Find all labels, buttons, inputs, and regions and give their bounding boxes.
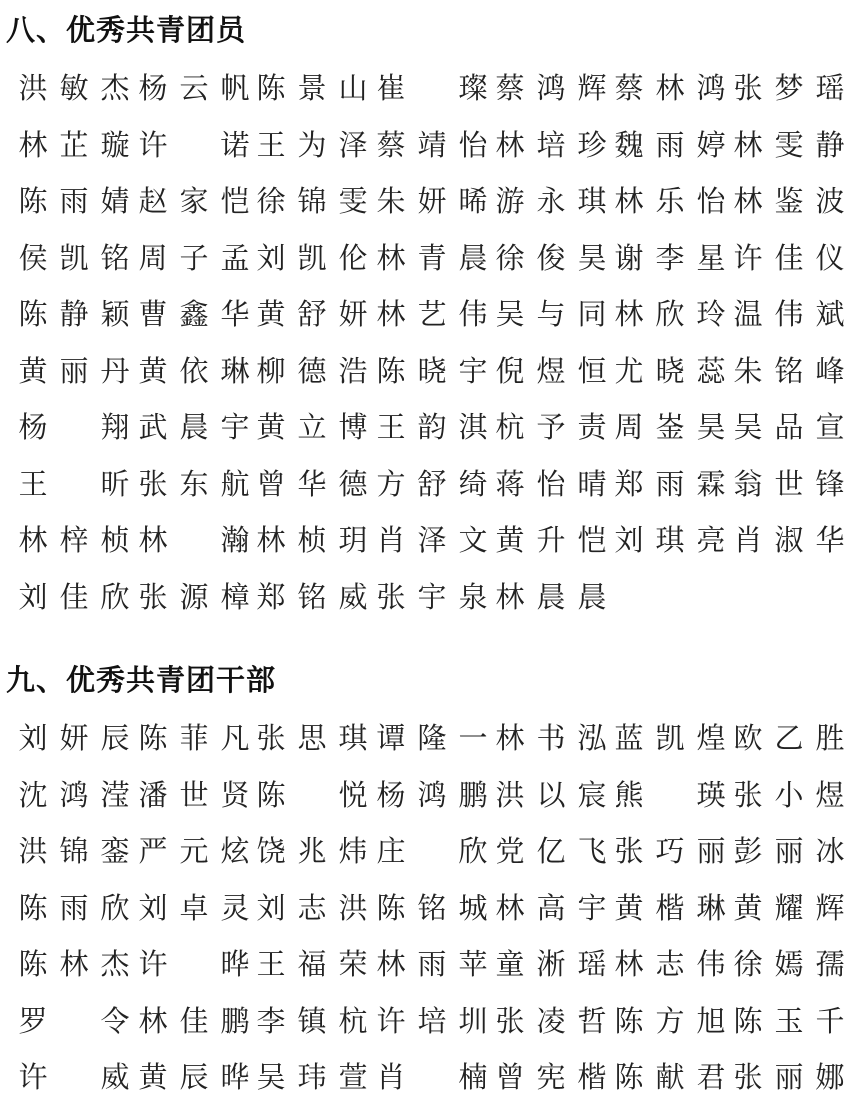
name-cell: 曾 华 德 — [256, 466, 368, 501]
name-cell: 陈 晓 宇 — [376, 353, 488, 388]
name-cell: 徐 嫣 孺 — [733, 947, 845, 981]
name-cell: 林 志 伟 — [614, 947, 726, 981]
name-cell: 侯 凯 铭 — [18, 240, 130, 275]
name-cell: 张 凌 哲 — [495, 1003, 607, 1038]
name-cell: 党 亿 飞 — [495, 834, 607, 868]
name-cell: 陈 铭 城 — [376, 890, 488, 925]
name-cell: 许 威 — [18, 1060, 130, 1094]
name-cell: 王 福 荣 — [256, 947, 368, 981]
name-cell: 林 芷 璇 — [18, 127, 130, 162]
name-row — [0, 880, 845, 937]
name-cell: 黄 依 琳 — [138, 353, 250, 388]
section-title: 八、优秀共青团员 — [6, 13, 247, 47]
name-cell: 黄 楷 琳 — [614, 890, 726, 925]
name-row — [0, 710, 845, 767]
name-cell: 赵 家 恺 — [138, 184, 250, 218]
name-cell: 严 元 炫 — [138, 834, 250, 868]
name-cell: 罗 令 — [18, 1003, 130, 1038]
name-cell: 张 丽 娜 — [733, 1060, 845, 1094]
name-cell: 林 书 泓 — [495, 721, 607, 755]
name-row — [0, 512, 845, 569]
name-cell: 杨 翔 — [18, 410, 130, 444]
name-cell: 许 晔 — [138, 947, 250, 981]
section-title: 九、优秀共青团干部 — [6, 663, 277, 697]
name-cell: 蔡 靖 怡 — [376, 127, 488, 162]
name-cell: 王 韵 淇 — [376, 410, 488, 444]
name-cell: 林 瀚 — [138, 523, 250, 557]
name-cell: 林 桢 玥 — [256, 523, 368, 557]
name-cell: 杨 云 帆 — [138, 71, 250, 105]
name-cell: 陈 玉 千 — [733, 1003, 845, 1038]
name-cell: 林 雨 苹 — [376, 947, 488, 981]
name-row — [0, 286, 845, 343]
name-cell: 林 佳 鹏 — [138, 1003, 250, 1038]
name-cell: 沈 鸿 滢 — [18, 777, 130, 812]
name-cell: 温 伟 斌 — [733, 297, 845, 331]
name-cell: 张 小 煜 — [733, 777, 845, 812]
name-cell: 王 昕 — [18, 466, 130, 501]
name-row — [0, 117, 845, 174]
name-cell: 许 培 圳 — [376, 1003, 488, 1038]
name-row — [0, 60, 845, 117]
name-cell: 武 晨 宇 — [138, 410, 250, 444]
name-cell: 方 舒 绮 — [376, 466, 488, 501]
name-row — [0, 936, 845, 993]
name-cell: 刘 妍 辰 — [18, 721, 130, 755]
name-cell: 林 梓 桢 — [18, 523, 130, 557]
name-cell: 童 淅 瑶 — [495, 947, 607, 981]
name-cell: 张 宇 泉 — [376, 579, 488, 614]
name-cell: 林 培 珍 — [495, 127, 607, 162]
name-cell: 郑 雨 霖 — [614, 466, 726, 501]
name-cell: 张 思 琪 — [256, 721, 368, 755]
name-cell: 林 乐 怡 — [614, 184, 726, 218]
name-cell: 徐 锦 雯 — [256, 184, 368, 218]
name-cell: 陈 悦 — [256, 777, 368, 812]
name-cell: 陈 雨 婧 — [18, 184, 130, 218]
name-cell: 陈 菲 凡 — [138, 721, 250, 755]
name-cell: 刘 琪 亮 — [614, 523, 726, 557]
name-cell: 谭 隆 一 — [376, 721, 488, 755]
name-cell: 许 诺 — [138, 127, 250, 162]
name-cell: 林 艺 伟 — [376, 297, 488, 331]
name-cell: 崔 璨 — [376, 71, 488, 105]
name-cell: 彭 丽 冰 — [733, 834, 845, 868]
name-grid — [0, 60, 845, 625]
name-cell: 黄 丽 丹 — [18, 353, 130, 388]
name-cell: 吴 玮 萱 — [256, 1060, 368, 1094]
name-cell: 洪 锦 銮 — [18, 834, 130, 868]
name-cell: 洪 敏 杰 — [18, 71, 130, 105]
name-cell: 黄 耀 辉 — [733, 890, 845, 925]
name-cell: 许 佳 仪 — [733, 240, 845, 275]
name-cell: 陈 献 君 — [614, 1060, 726, 1094]
name-cell: 蒋 怡 晴 — [495, 466, 607, 501]
name-cell: 倪 煜 恒 — [495, 353, 607, 388]
name-cell: 陈 静 颖 — [18, 297, 130, 331]
name-cell: 林 欣 玲 — [614, 297, 726, 331]
name-cell: 林 晨 晨 — [495, 579, 607, 614]
name-cell: 刘 卓 灵 — [138, 890, 250, 925]
name-cell: 杭 予 责 — [495, 410, 607, 444]
name-cell: 李 镇 杭 — [256, 1003, 368, 1038]
name-cell: 王 为 泽 — [256, 127, 368, 162]
name-cell: 郑 铭 威 — [256, 579, 368, 614]
name-row — [0, 343, 845, 400]
name-cell: 陈 林 杰 — [18, 947, 130, 981]
name-cell: 饶 兆 炜 — [256, 834, 368, 868]
name-cell: 陈 方 旭 — [614, 1003, 726, 1038]
name-cell: 欧 乙 胜 — [733, 721, 845, 755]
name-cell: 陈 景 山 — [256, 71, 368, 105]
name-cell: 庄 欣 — [376, 834, 488, 868]
name-cell: 黄 升 恺 — [495, 523, 607, 557]
name-cell: 肖 泽 文 — [376, 523, 488, 557]
name-cell: 朱 铭 峰 — [733, 353, 845, 388]
name-cell: 黄 辰 晔 — [138, 1060, 250, 1094]
name-grid — [0, 710, 845, 1106]
name-row — [0, 993, 845, 1050]
name-cell: 张 巧 丽 — [614, 834, 726, 868]
name-cell: 洪 以 宸 — [495, 777, 607, 812]
name-cell: 杨 鸿 鹏 — [376, 777, 488, 812]
name-cell: 蔡 林 鸿 — [614, 71, 726, 105]
name-row — [0, 1049, 845, 1106]
name-cell: 柳 德 浩 — [256, 353, 368, 388]
name-cell: 朱 妍 晞 — [376, 184, 488, 218]
name-cell: 张 源 樟 — [138, 579, 250, 614]
name-cell: 肖 楠 — [376, 1060, 488, 1094]
name-cell: 蔡 鸿 辉 — [495, 71, 607, 105]
name-cell: 林 高 宇 — [495, 890, 607, 925]
name-cell: 陈 雨 欣 — [18, 890, 130, 925]
name-cell: 蓝 凯 煌 — [614, 721, 726, 755]
name-cell: 翁 世 锋 — [733, 466, 845, 501]
name-cell: 刘 凯 伦 — [256, 240, 368, 275]
name-cell: 肖 淑 华 — [733, 523, 845, 557]
name-row — [0, 230, 845, 287]
name-cell: 吴 品 宣 — [733, 410, 845, 444]
name-cell: 曹 鑫 华 — [138, 297, 250, 331]
name-cell: 潘 世 贤 — [138, 777, 250, 812]
name-cell: 魏 雨 婷 — [614, 127, 726, 162]
name-cell: 曾 宪 楷 — [495, 1060, 607, 1094]
name-row — [0, 399, 845, 456]
name-row — [0, 569, 840, 626]
name-cell: 林 鉴 波 — [733, 184, 845, 218]
name-cell: 刘 佳 欣 — [18, 579, 130, 614]
name-cell: 张 东 航 — [138, 466, 250, 501]
name-cell: 游 永 琪 — [495, 184, 607, 218]
name-cell: 黄 立 博 — [256, 410, 368, 444]
name-cell: 吴 与 同 — [495, 297, 607, 331]
name-cell: 周 崟 昊 — [614, 410, 726, 444]
name-row — [0, 456, 845, 513]
name-cell: 谢 李 星 — [614, 240, 726, 275]
name-cell: 林 青 晨 — [376, 240, 488, 275]
name-cell: 熊 瑛 — [614, 777, 726, 812]
name-cell: 周 子 孟 — [138, 240, 250, 275]
name-cell: 刘 志 洪 — [256, 890, 368, 925]
name-row — [0, 823, 845, 880]
name-cell: 尤 晓 蕊 — [614, 353, 726, 388]
name-cell: 林 雯 静 — [733, 127, 845, 162]
name-cell: 徐 俊 昊 — [495, 240, 607, 275]
name-row — [0, 173, 845, 230]
name-row — [0, 767, 845, 824]
name-cell: 黄 舒 妍 — [256, 297, 368, 331]
name-cell: 张 梦 瑶 — [733, 71, 845, 105]
